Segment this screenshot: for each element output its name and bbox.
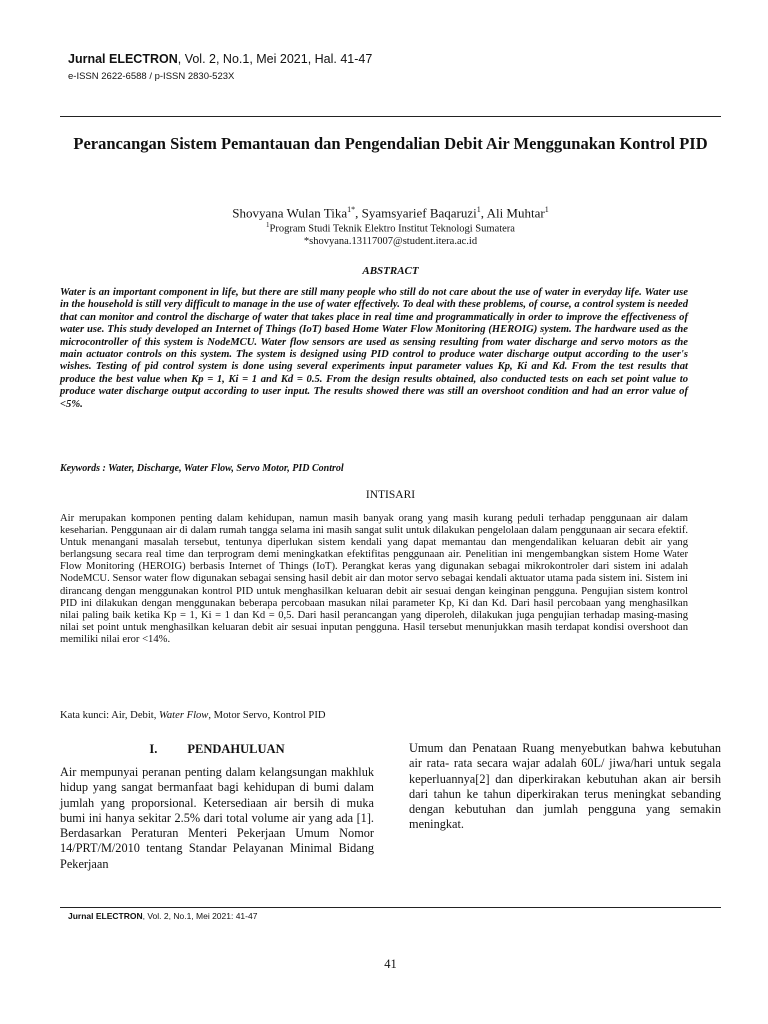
intisari-heading: INTISARI: [365, 489, 416, 501]
footer-journal-name: Jurnal ELECTRON: [68, 911, 143, 921]
author-mark: 1: [544, 205, 549, 214]
footer-journal-details: , Vol. 2, No.1, Mei 2021: 41-47: [142, 911, 258, 921]
keywords-prefix: Kata kunci: Air, Debit,: [60, 710, 160, 721]
body-column-right: Umum dan Penataan Ruang menyebutkan bahwa kebutuhan air rata- rata secara wajar adalah 60L/ jiwa/hari untuk segala keperluannya[2] dan diperkirakan kebutuhan akan air bersih dari tahun ke tahun diperkirakan terus meningkat sebanding dengan kebutuhan dan jumlah pengguna yang semakin meningkat.: [409, 741, 721, 832]
body-column-left: Air mempunyai peranan penting dalam kelangsungan makhluk hidup yang sangat bermanfaat bagi kehidupan di bumi dalam jumlah yang proporsional. Ketersediaan air bersih di muka bumi ini hanya sekitar 2.5% dari total volume air yang ada [1]. Berdasarkan Peraturan Menteri Pekerjaan Umum Nomor 14/PRT/M/2010 tentang Standar Pelayanan Minimal Bidang Pekerjaan: [60, 765, 374, 871]
author-mark: 1: [476, 205, 481, 214]
header-rule: [60, 116, 721, 117]
journal-header: [68, 52, 372, 66]
author-mark: 1*: [347, 205, 356, 214]
abstract-keywords: Keywords : Water, Discharge, Water Flow, Servo Motor, PID Control: [60, 463, 344, 474]
section-title: PENDAHULUAN: [187, 742, 285, 756]
intisari-keywords: [60, 710, 688, 721]
author-separator: ,: [355, 205, 362, 221]
author-email: *shovyana.13117007@student.itera.ac.id: [303, 236, 478, 247]
keywords-italic: Water Flow: [159, 710, 209, 721]
abstract-heading: ABSTRACT: [362, 265, 419, 277]
affiliation-text: Program Studi Teknik Elektro Institut Teknologi Sumatera: [269, 223, 515, 235]
affiliation: [60, 221, 721, 235]
journal-details: , Vol. 2, No.1, Mei 2021, Hal. 41-47: [177, 52, 373, 66]
issn-line: e-ISSN 2622-6588 / p-ISSN 2830-523X: [68, 71, 235, 82]
paper-title: Perancangan Sistem Pemantauan dan Pengendalian Debit Air Menggunakan Kontrol PID: [73, 134, 708, 153]
author-name: Ali Muhtar: [486, 205, 545, 221]
section-heading: [60, 742, 374, 757]
author-name: Shovyana Wulan Tika: [232, 205, 348, 221]
page-number: 41: [384, 957, 397, 971]
intisari-text: Air merupakan komponen penting dalam kehidupan, namun masih banyak orang yang masih kurang peduli terhadap penggunaan air dalam keseharian. Penggunaan air di dalam rumah tangga selama ini masih sangat sulit untuk dilakukan pengelolaan dalam penggunaan air secara efektif. Untuk menangani masalah tersebut, tentunya diperlukan sistem kendali yang dapat memantau dan mengendalikan keluaran debit air yang berlangsung secara real time dan terprogram demi meningkatkan efektifitas penggunaan air. Penelitian ini mengembangkan sistem Home Water Flow Monitoring (HEROIG) berbasis Internet of Things (IoT). Perangkat keras yang digunakan sebagai mikrokontroler dari sistem ini adalah NodeMCU. Sensor water flow digunakan sebagai sensing hasil debit air dan motor servo sebagai kendali aktuator utama pada sistem ini. Sistem ini dirancang dengan menggunakan kontrol PID untuk menghasilkan keluaran debit air sesuai dengan keinginan pengguna. Pengujian sistem kontrol PID ini dilakukan dengan menggunakan beberapa percobaan masukan nilai parameter Kp, Ki dan Kd. Dari hasil percobaan yang menghasilkan nilai paling baik ketika Kp = 1, Ki = 1 dan Kd = 0,5. Dari hasil perancangan yang diperoleh, dilakukan juga pengujian terhadap masing-masing nilai set point untuk menghasilkan keluaran debit air sesuai inputan pengguna. Hasil tersebut menunjukkan masih terdapat kondisi overshoot dan memiliki nilai eror <14%.: [60, 513, 688, 645]
affiliation-mark: 1: [266, 221, 270, 229]
author-name: Syamsyarief Baqaruzi: [361, 205, 477, 221]
section-number: I.: [149, 742, 158, 756]
abstract-text: Water is an important component in life, but there are still many people who still do not care about the use of water in everyday life. Water use in the household is still very difficult to manage in the use of water effectively. To deal with these problems, of course, a control system is needed that can monitor and control the discharge of water that takes place in real time and programmatically in order to improve the effectiveness of water use. This study developed an Internet of Things (IoT) based Home Water Flow Monitoring (HEROIG) system. The hardware used as the microcontroller of this system is NodeMCU. Water flow sensors are used as sensing resulting from water discharge and servo motors as the main actuator controls on this system. The system is designed using PID control to produce water discharge output according to the user's wishes. Testing of pid control system is done using several experiments input parameter values Kp, Ki and Kd. From the test results that produce the best value when Kp = 1, Ki = 1 and Kd = 0.5. From the design results obtained, also conducted tests on each set point value to produce water discharge output according to user input. The results showed there was still an overshoot condition and had an error value of <5%.: [60, 287, 688, 410]
author-separator: ,: [480, 205, 487, 221]
footer-journal: [68, 911, 257, 921]
footer-rule: [60, 907, 721, 908]
author-list: [60, 205, 721, 221]
journal-name: Jurnal ELECTRON: [68, 52, 178, 66]
keywords-suffix: , Motor Servo, Kontrol PID: [208, 710, 326, 721]
